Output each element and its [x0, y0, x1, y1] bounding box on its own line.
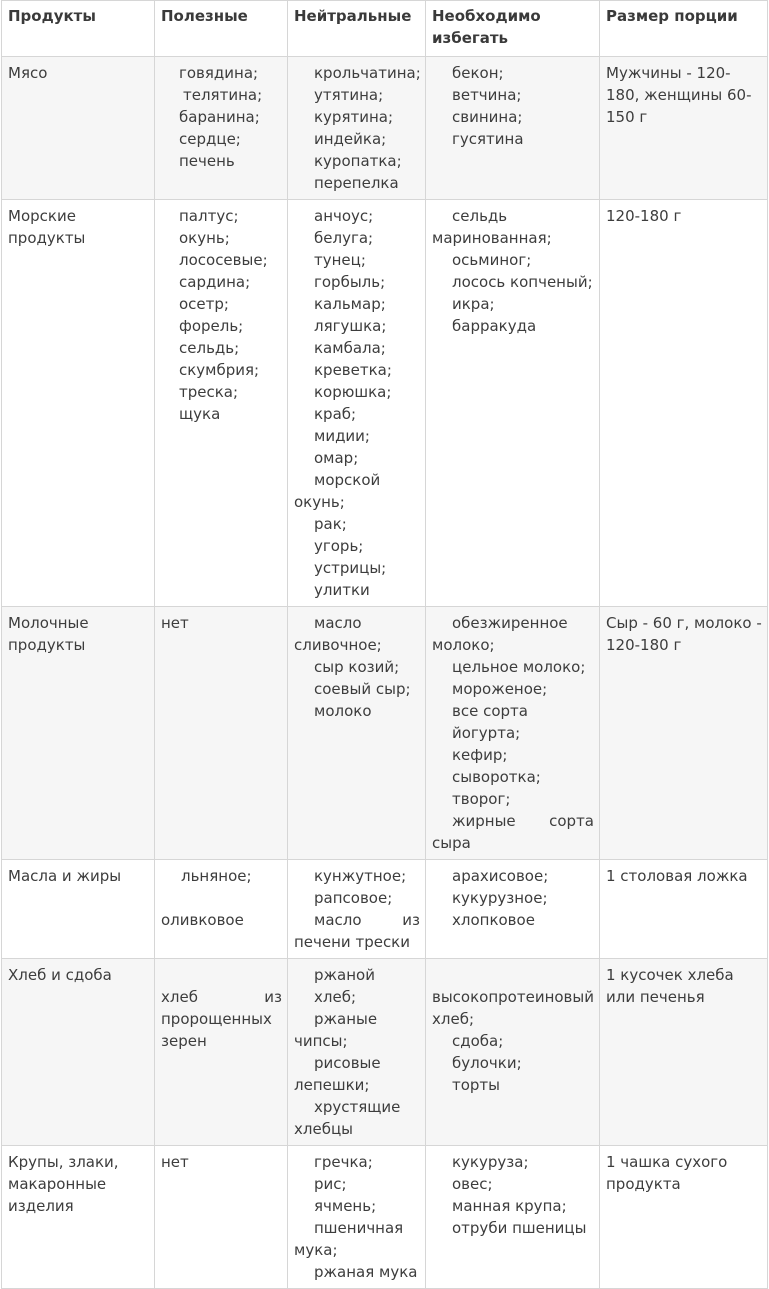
item: лосось копченый;: [452, 273, 593, 291]
cell-avoid: [426, 607, 600, 860]
item: чипсы;: [294, 1032, 348, 1050]
item: масло: [314, 614, 362, 632]
item: сельдь: [452, 207, 508, 225]
item: творог;: [452, 790, 511, 808]
item: сердце;: [179, 130, 241, 148]
item: рапсовое;: [314, 889, 393, 907]
item: осетр;: [179, 295, 229, 313]
item: хлеб;: [432, 1010, 474, 1028]
item: тунец;: [314, 251, 366, 269]
item: кунжутное;: [314, 867, 407, 885]
item: утятина;: [314, 86, 384, 104]
food-table: [1, 0, 768, 1289]
cell-product: Масла и жиры: [2, 860, 155, 959]
item: ячмень;: [314, 1197, 377, 1215]
item: рис;: [314, 1175, 347, 1193]
item: морской: [314, 471, 381, 489]
cell-useful: [155, 860, 288, 959]
item: форель;: [179, 317, 244, 335]
cell-useful: [155, 200, 288, 607]
item: лягушка;: [314, 317, 387, 335]
item: свинина;: [452, 108, 523, 126]
item: мороженое;: [452, 680, 548, 698]
cell-useful: [155, 57, 288, 200]
item: окунь;: [294, 493, 345, 511]
table-row-seafood: [2, 200, 768, 607]
item: осьминог;: [452, 251, 532, 269]
item: отруби пшеницы: [452, 1219, 587, 1237]
table-row-bread: [2, 959, 768, 1146]
item: гречка;: [314, 1153, 373, 1171]
item: хлебцы: [294, 1120, 353, 1138]
item: индейка;: [314, 130, 387, 148]
cell-product: Мясо: [2, 57, 155, 200]
item: сдоба;: [452, 1032, 504, 1050]
table-header-row: [2, 1, 768, 57]
table-row-grains: [2, 1146, 768, 1289]
cell-portion: Мужчины - 120-180, женщины 60-150 г: [600, 57, 768, 200]
table-row-meat: [2, 57, 768, 200]
item: белуга;: [314, 229, 374, 247]
table-row-dairy: [2, 607, 768, 860]
item: ржаной хлеб;: [314, 966, 375, 1006]
cell-neutral: [288, 959, 426, 1146]
item: молоко;: [432, 636, 495, 654]
cell-portion: 1 чашка сухого продукта: [600, 1146, 768, 1289]
item: лососевые;: [179, 251, 268, 269]
item: масло из: [314, 911, 420, 929]
item: пшеничная: [314, 1219, 404, 1237]
cell-avoid: [426, 959, 600, 1146]
item: камбала;: [314, 339, 386, 357]
item: соевый сыр;: [314, 680, 411, 698]
cell-portion: 120-180 г: [600, 200, 768, 607]
cell-avoid: [426, 1146, 600, 1289]
item: угорь;: [314, 537, 364, 555]
cell-neutral: [288, 860, 426, 959]
item: ржаные: [314, 1010, 378, 1028]
item: кефир;: [452, 746, 508, 764]
item: овес;: [452, 1175, 493, 1193]
item: лепешки;: [294, 1076, 370, 1094]
item: краб;: [314, 405, 357, 423]
item: куропатка;: [314, 152, 402, 170]
cell-avoid: [426, 860, 600, 959]
item: перепелка: [314, 174, 399, 192]
item: скумбрия;: [179, 361, 260, 379]
item: торты: [452, 1076, 501, 1094]
item: сливочное;: [294, 636, 382, 654]
item: пророщенных: [161, 1010, 272, 1028]
item: устрицы;: [314, 559, 387, 577]
item: печени трески: [294, 933, 410, 951]
item: мука;: [294, 1241, 338, 1259]
header-products: Продукты: [2, 1, 155, 57]
item: маринованная;: [432, 229, 552, 247]
spacer: [161, 887, 282, 909]
item: хлопковое: [452, 911, 535, 929]
item: зерен: [161, 1032, 207, 1050]
item: анчоус;: [314, 207, 374, 225]
cell-portion: Сыр - 60 г, молоко - 120-180 г: [600, 607, 768, 860]
item: сыра: [432, 834, 471, 852]
item: икра;: [452, 295, 495, 313]
item: крольчатина;: [314, 64, 421, 82]
item: сыр козий;: [314, 658, 400, 676]
item: сыворотка;: [452, 768, 541, 786]
spacer: [432, 964, 594, 986]
item: сардина;: [179, 273, 251, 291]
item: жирные сорта: [452, 812, 594, 830]
cell-neutral: [288, 200, 426, 607]
item: омар;: [314, 449, 359, 467]
item: ржаная мука: [314, 1263, 418, 1281]
cell-neutral: [288, 57, 426, 200]
header-avoid: Необходимо избегать: [426, 1, 600, 57]
item: баранина;: [179, 108, 260, 126]
cell-neutral: [288, 607, 426, 860]
cell-avoid: [426, 57, 600, 200]
item: обезжиренное: [452, 614, 568, 632]
item: ветчина;: [452, 86, 522, 104]
item: телятина;: [183, 86, 263, 104]
item: хлеб из: [161, 988, 282, 1006]
item: арахисовое;: [452, 867, 549, 885]
item: кальмар;: [314, 295, 386, 313]
item: молоко: [314, 702, 372, 720]
cell-product: Крупы, злаки, макаронные изделия: [2, 1146, 155, 1289]
item: щука: [179, 405, 221, 423]
cell-portion: 1 кусочек хлеба или печенья: [600, 959, 768, 1146]
item: барракуда: [452, 317, 537, 335]
item: бекон;: [452, 64, 504, 82]
item: манная крупа;: [452, 1197, 567, 1215]
cell-product: Хлеб и сдоба: [2, 959, 155, 1146]
item: улитки: [314, 581, 370, 599]
item: гусятина: [452, 130, 524, 148]
item: креветка;: [314, 361, 392, 379]
header-portion: Размер порции: [600, 1, 768, 57]
item: все сорта йогурта;: [452, 702, 528, 742]
item: печень: [179, 152, 235, 170]
cell-useful: нет: [155, 1146, 288, 1289]
cell-useful: нет: [155, 607, 288, 860]
table-row-oils: [2, 860, 768, 959]
item: окунь;: [179, 229, 230, 247]
cell-portion: 1 столовая ложка: [600, 860, 768, 959]
item: горбыль;: [314, 273, 386, 291]
item: треска;: [179, 383, 239, 401]
cell-avoid: [426, 200, 600, 607]
item: кукуруза;: [452, 1153, 529, 1171]
item: кукурузное;: [452, 889, 548, 907]
item: мидии;: [314, 427, 370, 445]
item: палтус;: [179, 207, 239, 225]
item: корюшка;: [314, 383, 392, 401]
cell-product: Молочные продукты: [2, 607, 155, 860]
item: рисовые: [314, 1054, 381, 1072]
item: цельное молоко;: [452, 658, 586, 676]
item: хрустящие: [314, 1098, 401, 1116]
header-neutral: Нейтральные: [288, 1, 426, 57]
header-useful: Полезные: [155, 1, 288, 57]
item: высокопротеиновый: [432, 988, 594, 1006]
item: курятина;: [314, 108, 394, 126]
cell-product: Морские продукты: [2, 200, 155, 607]
cell-useful: [155, 959, 288, 1146]
item: оливковое: [161, 911, 244, 929]
cell-neutral: [288, 1146, 426, 1289]
item: льняное;: [181, 867, 252, 885]
spacer: [161, 964, 282, 986]
item: сельдь;: [179, 339, 240, 357]
item: говядина;: [179, 64, 259, 82]
item: рак;: [314, 515, 347, 533]
item: булочки;: [452, 1054, 522, 1072]
